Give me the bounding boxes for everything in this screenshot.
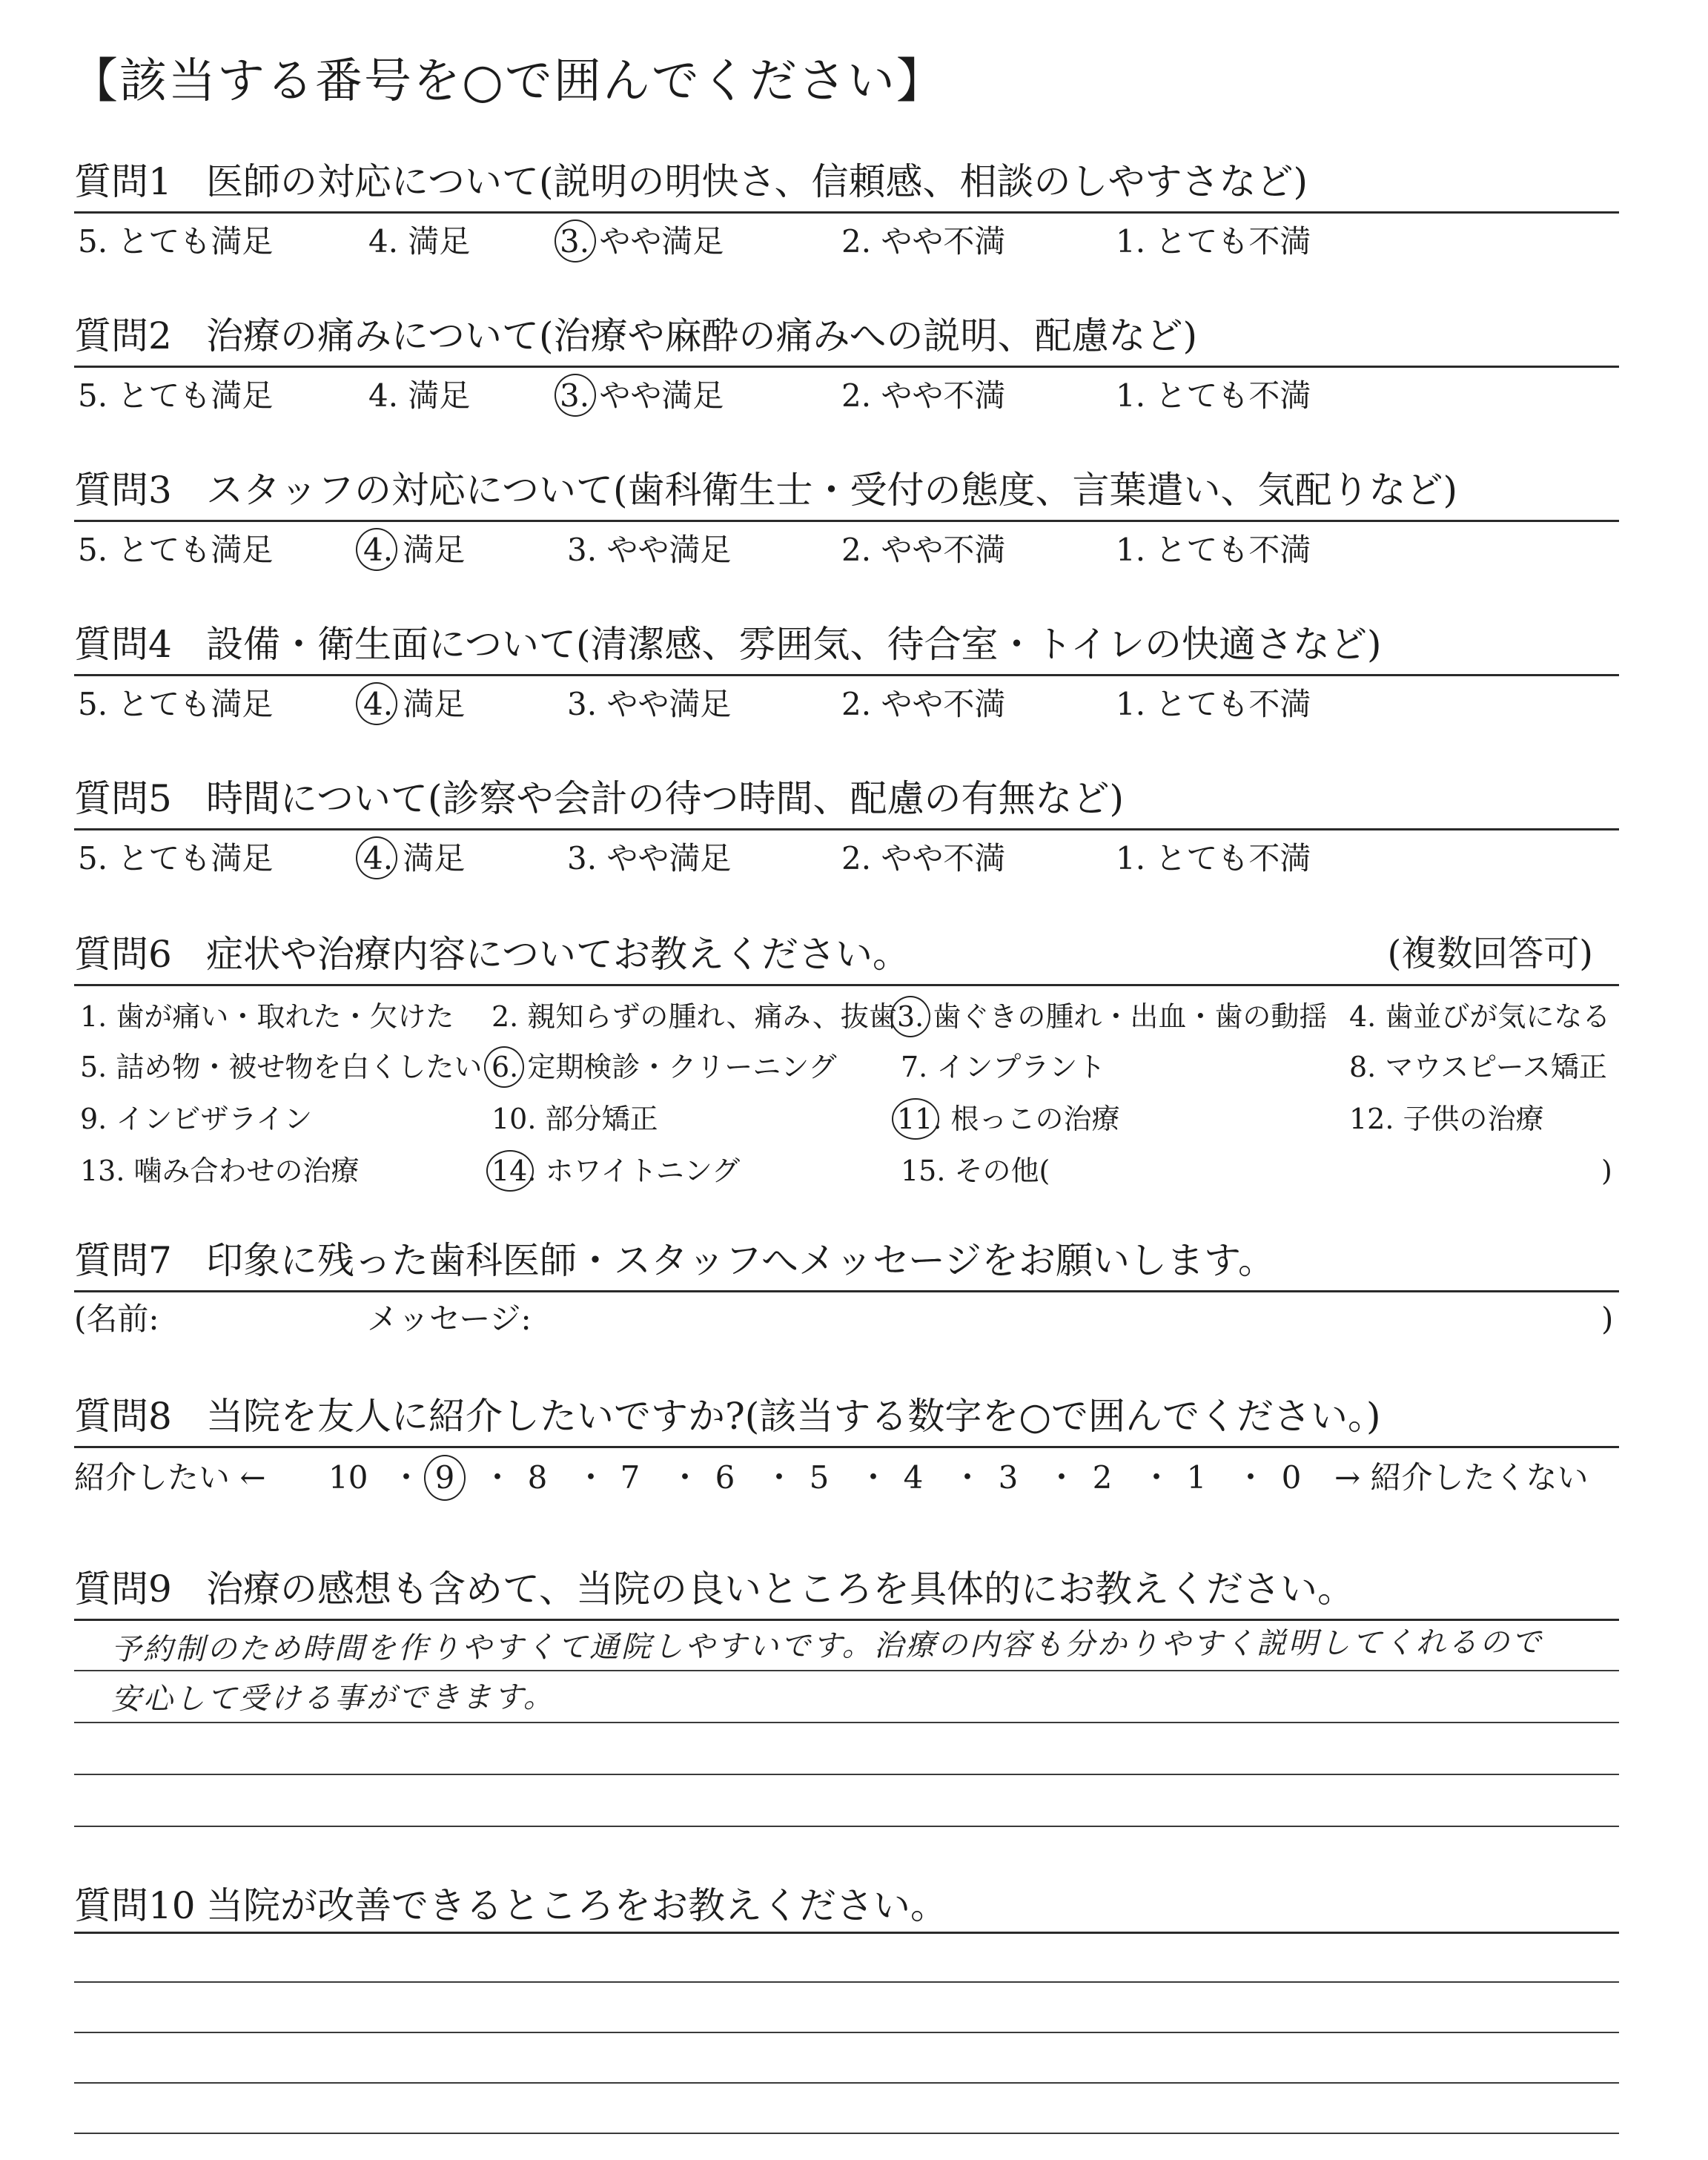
q6-answer-circle-14 bbox=[486, 1150, 534, 1192]
q5-answer-circle bbox=[356, 836, 397, 879]
q7-message-label: メッセージ: bbox=[367, 1301, 532, 1337]
question-6-title bbox=[74, 933, 910, 976]
q8-separator: ・ bbox=[1235, 1459, 1267, 1496]
q6-option-13[interactable]: 13. 噛み合わせの治療 bbox=[80, 1155, 360, 1187]
q6-option-8[interactable]: 8. マウスピース矯正 bbox=[1349, 1051, 1607, 1083]
q8-separator: ・ bbox=[1141, 1459, 1173, 1496]
q8-scale-5[interactable]: 5 bbox=[809, 1459, 830, 1496]
q7-close-paren: ) bbox=[1601, 1301, 1614, 1337]
question-7-title bbox=[74, 1239, 1275, 1282]
q2-option-4[interactable]: 4. 満足 bbox=[368, 377, 471, 414]
q6-option-14[interactable]: 14. ホワイトニング bbox=[491, 1155, 741, 1187]
question-7-text: 印象に残った歯科医師・スタッフへメッセージをお願いします。 bbox=[206, 1239, 1275, 1282]
q4-answer-circle bbox=[356, 682, 397, 725]
q8-answer-circle bbox=[424, 1455, 466, 1501]
question-5-number: 質問5 bbox=[74, 777, 172, 820]
q5-option-5[interactable]: 5. とても満足 bbox=[78, 840, 274, 876]
q6-option-10[interactable]: 10. 部分矯正 bbox=[491, 1103, 658, 1135]
question-7-number: 質問7 bbox=[74, 1239, 172, 1282]
q8-scale-10[interactable]: 10 bbox=[328, 1459, 368, 1496]
q6-option-5[interactable]: 5. 詰め物・被せ物を白くしたい bbox=[80, 1051, 483, 1083]
q8-separator: ・ bbox=[952, 1459, 984, 1496]
form-heading: 【該当する番号を○で囲んでください】 bbox=[70, 54, 945, 109]
question-8-title bbox=[74, 1395, 1381, 1438]
question-2-title bbox=[74, 314, 1198, 357]
q1-option-4[interactable]: 4. 満足 bbox=[368, 223, 471, 260]
q8-separator: ・ bbox=[482, 1459, 514, 1496]
question-10-text: 当院が改善できるところをお教えください。 bbox=[206, 1884, 947, 1927]
question-4-title bbox=[74, 623, 1382, 666]
q2-option-5[interactable]: 5. とても満足 bbox=[78, 377, 274, 414]
q6-option-6[interactable]: 6. 定期検診・クリーニング bbox=[491, 1051, 837, 1083]
q6-answer-circle-6 bbox=[484, 1046, 524, 1088]
q5-option-2[interactable]: 2. やや不満 bbox=[841, 840, 1006, 876]
q8-scale-8[interactable]: 8 bbox=[527, 1459, 548, 1496]
question-2-rule bbox=[74, 366, 1619, 368]
question-9-text: 治療の感想も含めて、当院の良いところを具体的にお教えください。 bbox=[206, 1568, 1354, 1611]
q3-option-5[interactable]: 5. とても満足 bbox=[78, 532, 274, 568]
question-6-number: 質問6 bbox=[74, 933, 172, 976]
question-4-text: 設備・衛生面について(清潔感、雰囲気、待合室・トイレの快適さなど) bbox=[206, 623, 1382, 666]
question-2-number: 質問2 bbox=[74, 314, 172, 357]
question-1-title bbox=[74, 160, 1308, 203]
question-2-text: 治療の痛みについて(治療や麻酔の痛みへの説明、配慮など) bbox=[206, 314, 1198, 357]
q6-option-9[interactable]: 9. インビザライン bbox=[80, 1103, 313, 1135]
question-9-title bbox=[74, 1568, 1354, 1611]
q8-right-label: → 紹介したくない bbox=[1334, 1459, 1589, 1496]
answer-line bbox=[74, 1774, 1619, 1775]
question-4-rule bbox=[74, 674, 1619, 676]
q8-scale-4[interactable]: 4 bbox=[903, 1459, 924, 1496]
question-10-rule bbox=[74, 1932, 1619, 1934]
question-10-title bbox=[74, 1884, 947, 1927]
q2-answer-circle bbox=[555, 374, 596, 417]
question-1-rule bbox=[74, 211, 1619, 214]
question-1-number: 質問1 bbox=[74, 160, 172, 203]
q6-option-11[interactable]: 11. 根っこの治療 bbox=[897, 1103, 1120, 1135]
question-8-text: 当院を友人に紹介したいですか?(該当する数字を○で囲んでください。) bbox=[206, 1395, 1381, 1438]
q8-left-label: 紹介したい ← bbox=[74, 1459, 266, 1496]
q4-option-3[interactable]: 3. やや満足 bbox=[567, 686, 732, 722]
q8-scale-2[interactable]: 2 bbox=[1092, 1459, 1113, 1496]
q6-option-15-close: ) bbox=[1601, 1155, 1612, 1187]
question-8-number: 質問8 bbox=[74, 1395, 172, 1438]
q4-option-5[interactable]: 5. とても満足 bbox=[78, 686, 274, 722]
question-10-number: 質問10 bbox=[74, 1884, 196, 1927]
q1-option-1[interactable]: 1. とても不満 bbox=[1116, 223, 1311, 260]
q8-scale-3[interactable]: 3 bbox=[998, 1459, 1019, 1496]
question-7-rule bbox=[74, 1290, 1619, 1292]
question-6-rule bbox=[74, 984, 1619, 986]
q6-answer-circle-11 bbox=[892, 1098, 939, 1140]
question-5-text: 時間について(診察や会計の待つ時間、配慮の有無など) bbox=[206, 777, 1125, 820]
question-6-text: 症状や治療内容についてお教えください。 bbox=[206, 933, 910, 976]
q5-option-3[interactable]: 3. やや満足 bbox=[567, 840, 732, 876]
q8-separator: ・ bbox=[1046, 1459, 1078, 1496]
question-1-text: 医師の対応について(説明の明快さ、信頼感、相談のしやすさなど) bbox=[206, 160, 1308, 203]
q1-answer-circle bbox=[555, 219, 596, 262]
q6-option-1[interactable]: 1. 歯が痛い・取れた・欠けた bbox=[80, 1000, 454, 1033]
question-6-note: (複数回答可) bbox=[1387, 933, 1593, 974]
q4-option-1[interactable]: 1. とても不満 bbox=[1116, 686, 1311, 722]
question-3-title bbox=[74, 469, 1458, 512]
q6-option-3[interactable]: 3. 歯ぐきの腫れ・出血・歯の動揺 bbox=[897, 1000, 1328, 1033]
q5-option-4[interactable]: 4. 満足 bbox=[363, 840, 466, 876]
q8-scale-9[interactable]: 9 bbox=[434, 1459, 455, 1496]
answer-line bbox=[74, 1722, 1619, 1723]
answer-line bbox=[74, 2082, 1619, 2084]
answer-line bbox=[74, 2032, 1619, 2033]
answer-line bbox=[74, 2133, 1619, 2134]
q8-separator: ・ bbox=[391, 1459, 423, 1496]
question-4-number: 質問4 bbox=[74, 623, 172, 666]
q3-option-1[interactable]: 1. とても不満 bbox=[1116, 532, 1311, 568]
q1-option-2[interactable]: 2. やや不満 bbox=[841, 223, 1006, 260]
q3-answer-circle bbox=[356, 528, 397, 571]
q6-option-12[interactable]: 12. 子供の治療 bbox=[1349, 1103, 1544, 1135]
q5-option-1[interactable]: 1. とても不満 bbox=[1116, 840, 1311, 876]
q2-option-3[interactable]: 3. やや満足 bbox=[560, 377, 724, 414]
q1-option-3[interactable]: 3. やや満足 bbox=[560, 223, 724, 260]
question-3-text: スタッフの対応について(歯科衛生士・受付の態度、言葉遣い、気配りなど) bbox=[206, 469, 1458, 512]
q8-separator: ・ bbox=[669, 1459, 701, 1496]
q6-option-2[interactable]: 2. 親知らずの腫れ、痛み、抜歯 bbox=[491, 1000, 897, 1033]
q8-separator: ・ bbox=[575, 1459, 607, 1496]
q8-scale-1[interactable]: 1 bbox=[1186, 1459, 1207, 1496]
q8-separator: ・ bbox=[764, 1459, 795, 1496]
q6-answer-circle-3 bbox=[890, 996, 930, 1037]
question-8-rule bbox=[74, 1446, 1619, 1448]
q3-option-3[interactable]: 3. やや満足 bbox=[567, 532, 732, 568]
q6-option-4[interactable]: 4. 歯並びが気になる bbox=[1349, 1000, 1611, 1033]
q8-scale-0[interactable]: 0 bbox=[1281, 1459, 1302, 1496]
answer-line bbox=[74, 1826, 1619, 1827]
q8-separator: ・ bbox=[858, 1459, 890, 1496]
q7-name-label: (名前: bbox=[74, 1301, 159, 1337]
question-5-rule bbox=[74, 828, 1619, 830]
q8-scale-7[interactable]: 7 bbox=[620, 1459, 640, 1496]
question-9-number: 質問9 bbox=[74, 1568, 172, 1611]
q2-option-2[interactable]: 2. やや不満 bbox=[841, 377, 1006, 414]
q6-option-7[interactable]: 7. インプラント bbox=[901, 1051, 1106, 1083]
question-3-number: 質問3 bbox=[74, 469, 172, 512]
question-5-title bbox=[74, 777, 1125, 820]
q4-option-4[interactable]: 4. 満足 bbox=[363, 686, 466, 722]
q2-option-1[interactable]: 1. とても不満 bbox=[1116, 377, 1311, 414]
q3-option-2[interactable]: 2. やや不満 bbox=[841, 532, 1006, 568]
q9-handwritten-answer-line-2: 安心して受ける事ができます。 bbox=[110, 1680, 555, 1717]
q8-scale-6[interactable]: 6 bbox=[715, 1459, 735, 1496]
q4-option-2[interactable]: 2. やや不満 bbox=[841, 686, 1006, 722]
answer-line bbox=[74, 1981, 1619, 1983]
question-3-rule bbox=[74, 520, 1619, 522]
q9-handwritten-answer-line-1: 予約制のため時間を作りやすくて通院しやすいです。治療の内容も分かりやすく説明してくれるので bbox=[110, 1625, 1543, 1667]
q3-option-4[interactable]: 4. 満足 bbox=[363, 532, 466, 568]
answer-line bbox=[74, 1670, 1619, 1671]
q1-option-5[interactable]: 5. とても満足 bbox=[78, 223, 274, 260]
question-9-rule bbox=[74, 1619, 1619, 1621]
q6-option-15[interactable]: 15. その他( bbox=[901, 1155, 1050, 1187]
